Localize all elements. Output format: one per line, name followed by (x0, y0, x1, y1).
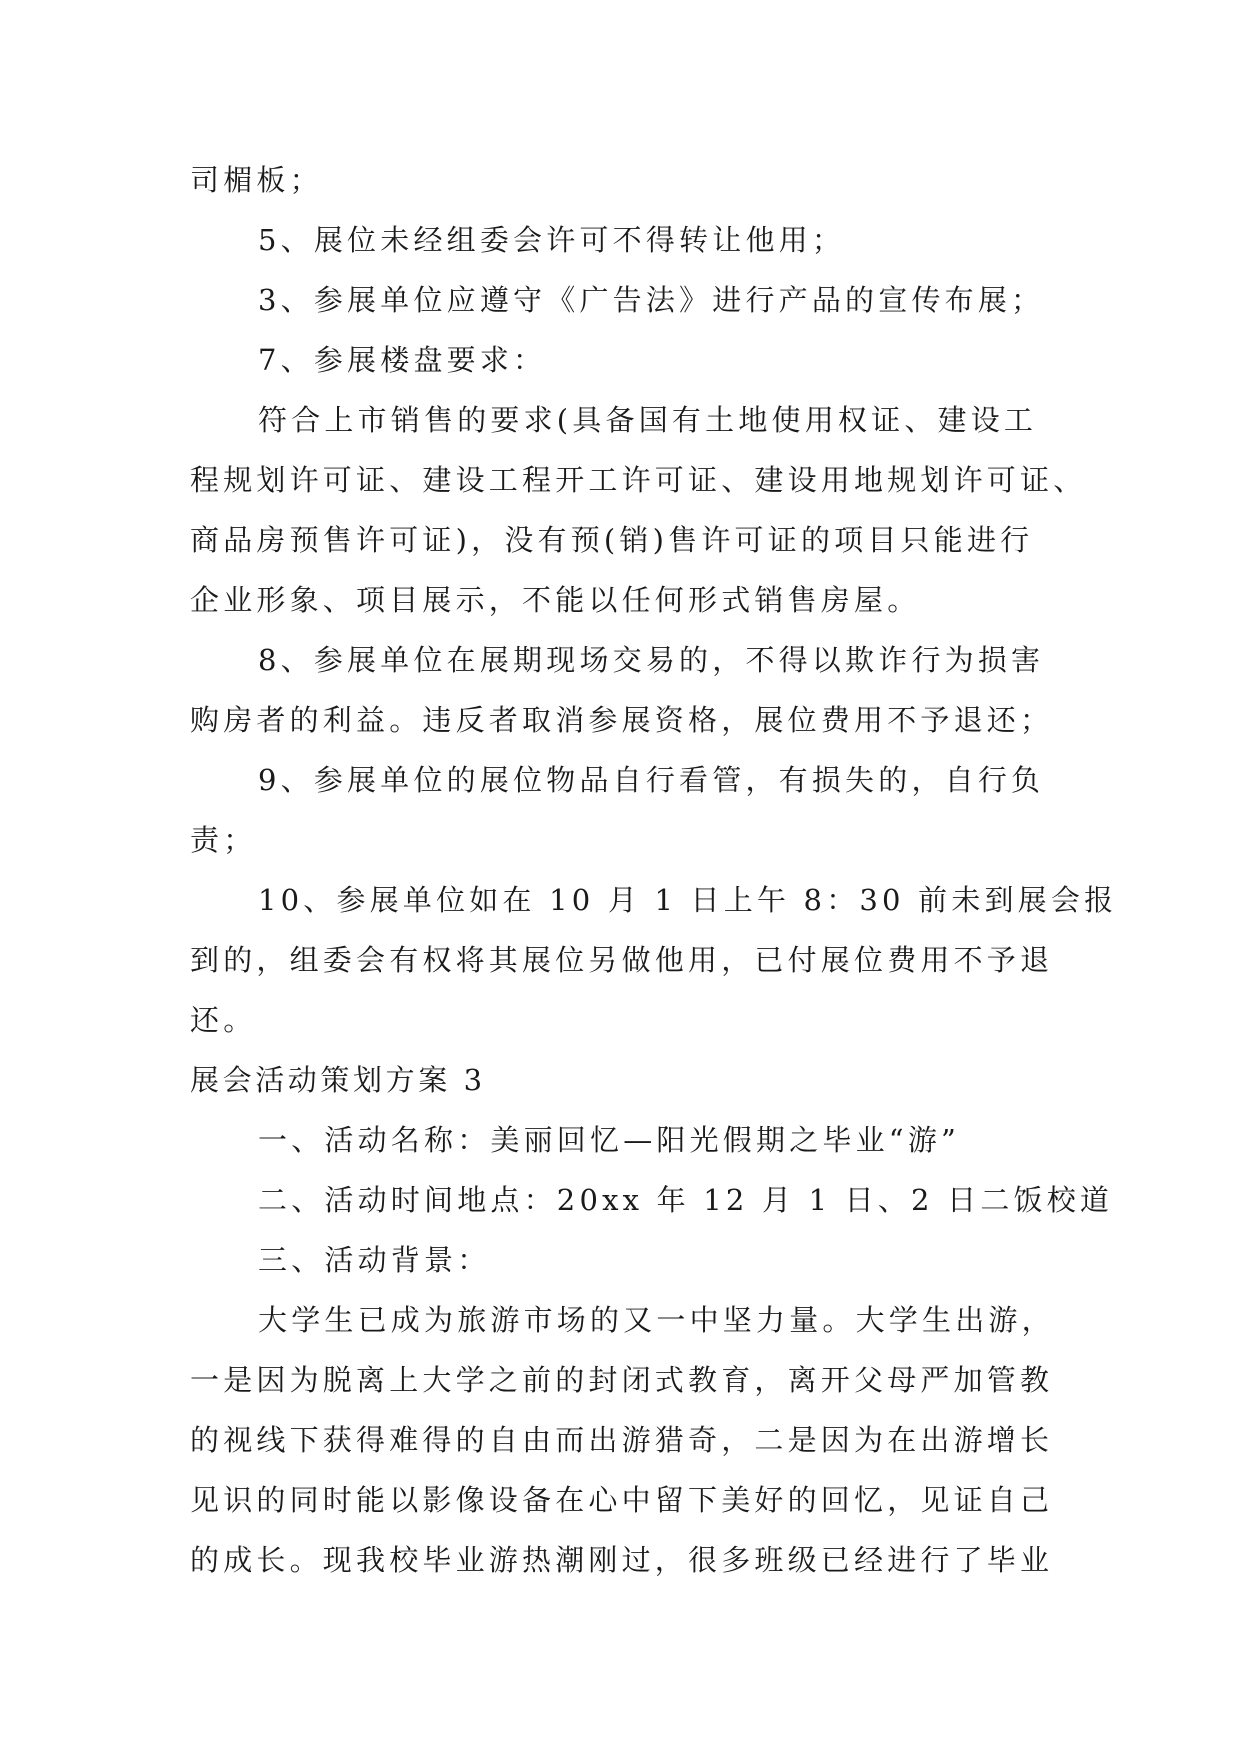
text-line: 司楣板； (190, 163, 323, 197)
text-line: 程规划许可证、建设工程开工许可证、建设用地规划许可证、 (190, 463, 1087, 497)
text-line: 的成长。现我校毕业游热潮刚过，很多班级已经进行了毕业 (190, 1543, 1054, 1577)
text-line: 还。 (190, 1003, 257, 1037)
text-line: 的视线下获得难得的自由而出游猎奇，二是因为在出游增长 (190, 1423, 1054, 1457)
text-line: 符合上市销售的要求(具备国有土地使用权证、建设工 (258, 403, 1038, 437)
text-line: 到的，组委会有权将其展位另做他用，已付展位费用不予退 (190, 943, 1054, 977)
text-line: 5、展位未经组委会许可不得转让他用； (258, 223, 846, 257)
text-line: 9、参展单位的展位物品自行看管，有损失的，自行负 (258, 763, 1045, 797)
text-line: 责； (190, 823, 257, 857)
section-heading: 展会活动策划方案 3 (190, 1063, 486, 1097)
text-line: 三、活动背景： (258, 1243, 491, 1277)
text-line: 商品房预售许可证)，没有预(销)售许可证的项目只能进行 (190, 523, 1034, 557)
text-line: 企业形象、项目展示，不能以任何形式销售房屋。 (190, 583, 921, 617)
text-line: 大学生已成为旅游市场的又一中坚力量。大学生出游， (258, 1303, 1055, 1337)
text-line: 一是因为脱离上大学之前的封闭式教育，离开父母严加管教 (190, 1363, 1054, 1397)
text-line: 二、活动时间地点：20xx 年 12 月 1 日、2 日二饭校道 (258, 1183, 1114, 1217)
text-line: 一、活动名称：美丽回忆—阳光假期之毕业“游” (258, 1123, 961, 1157)
text-line: 购房者的利益。违反者取消参展资格，展位费用不予退还； (190, 703, 1054, 737)
text-line: 3、参展单位应遵守《广告法》进行产品的宣传布展； (258, 283, 1045, 317)
document-body (190, 150, 1118, 1590)
text-line: 见识的同时能以影像设备在心中留下美好的回忆，见证自己 (190, 1483, 1054, 1517)
text-line: 7、参展楼盘要求： (258, 343, 547, 377)
text-line: 8、参展单位在展期现场交易的，不得以欺诈行为损害 (258, 643, 1045, 677)
text-line: 10、参展单位如在 10 月 1 日上午 8：30 前未到展会报 (258, 883, 1118, 917)
